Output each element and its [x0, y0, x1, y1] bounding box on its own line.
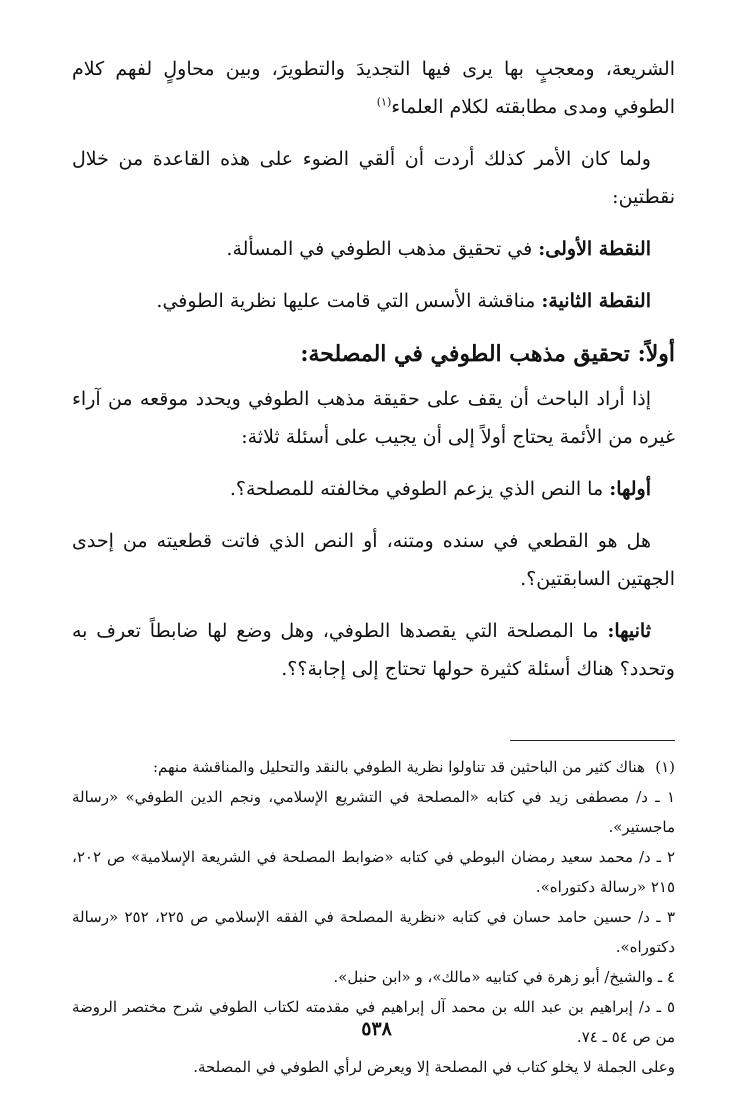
footnote-intro-text: هناك كثير من الباحثين قد تناولوا نظرية الطوفي بالنقد والتحليل والمناقشة منهم: — [152, 758, 645, 776]
page-number: ٥٣٨ — [361, 1018, 392, 1040]
section-heading: أولاً: تحقيق مذهب الطوفي في المصلحة: — [300, 341, 675, 367]
footnote-number: (١) — [655, 758, 675, 776]
paragraph-continuation — [72, 50, 675, 126]
footnote-item: ٣ ـ د/ حسين حامد حسان في كتابه «نظرية المصلحة في الفقه الإسلامي ص ٢٢٥، ٢٥٢ «رسالة دكتوراه». — [72, 908, 675, 956]
footnote-item: ٢ ـ د/ محمد سعيد رمضان البوطي في كتابه «ضوابط المصلحة في الشريعة الإسلامية» ص ٢٠٢، ٢١٥ «رسالة دكتوراه». — [72, 848, 675, 896]
footnote-intro — [72, 752, 675, 782]
question-two — [72, 612, 675, 688]
question-one-text: ما النص الذي يزعم الطوفي مخالفته للمصلحة؟. — [229, 478, 610, 500]
point-one — [72, 230, 675, 268]
paragraph-text-type: هل هو القطعي في سنده ومتنه، أو النص الذي فاتت قطعيته من إحدى الجهتين السابقتين؟. — [72, 530, 675, 590]
page-content — [72, 50, 675, 1101]
point-two-label: النقطة الثانية: — [541, 290, 651, 312]
question-two-text: ما المصلحة التي يقصدها الطوفي، وهل وضع لها ضابطاً تعرف به وتحدد؟ هناك أسئلة كثيرة حولها تحتاج إلى إجابة؟؟. — [72, 620, 675, 680]
footnote-closing: وعلى الجملة لا يخلو كتاب في المصلحة إلا ويعرض لرأي الطوفي في المصلحة. — [193, 1058, 675, 1076]
question-one-label: أولها: — [609, 478, 651, 500]
point-one-label: النقطة الأولى: — [538, 238, 651, 260]
paragraph-text: الشريعة، ومعجبٍ بها يرى فيها التجديدَ والتطويرَ، وبين محاولٍ لفهم كلام الطوفي ومدى مطابقته لكلام العلماء — [72, 58, 675, 118]
footnote-divider — [510, 740, 675, 741]
question-one — [72, 470, 675, 508]
point-two — [72, 282, 675, 320]
footnote-item: ٥ ـ د/ إبراهيم بن عبد الله بن محمد آل إبراهيم في مقدمته لكتاب الطوفي شرح مختصر الروضة من ص ٥٤ ـ ٧٤. — [72, 998, 675, 1046]
question-two-label: ثانيها: — [607, 620, 651, 642]
point-one-text: في تحقيق مذهب الطوفي في المسألة. — [226, 238, 539, 260]
footnote-marker[interactable]: (١) — [376, 95, 392, 109]
point-two-text: مناقشة الأسس التي قامت عليها نظرية الطوفي. — [156, 290, 542, 312]
footnote-item: ١ ـ د/ مصطفى زيد في كتابه «المصلحة في التشريع الإسلامي، ونجم الدين الطوفي» «رسالة ماجستير». — [72, 788, 675, 836]
paragraph-intro: ولما كان الأمر كذلك أردت أن ألقي الضوء على هذه القاعدة من خلال نقطتين: — [72, 148, 675, 208]
paragraph-questions: إذا أراد الباحث أن يقف على حقيقة مذهب الطوفي ويحدد موقعه من آراء غيره من الأئمة يحتاج أولاً إلى أن يجيب على أسئلة ثلاثة: — [72, 388, 675, 448]
footnote-item: ٤ ـ والشيخ/ أبو زهرة في كتابيه «مالك»، و «ابن حنبل». — [333, 968, 675, 986]
